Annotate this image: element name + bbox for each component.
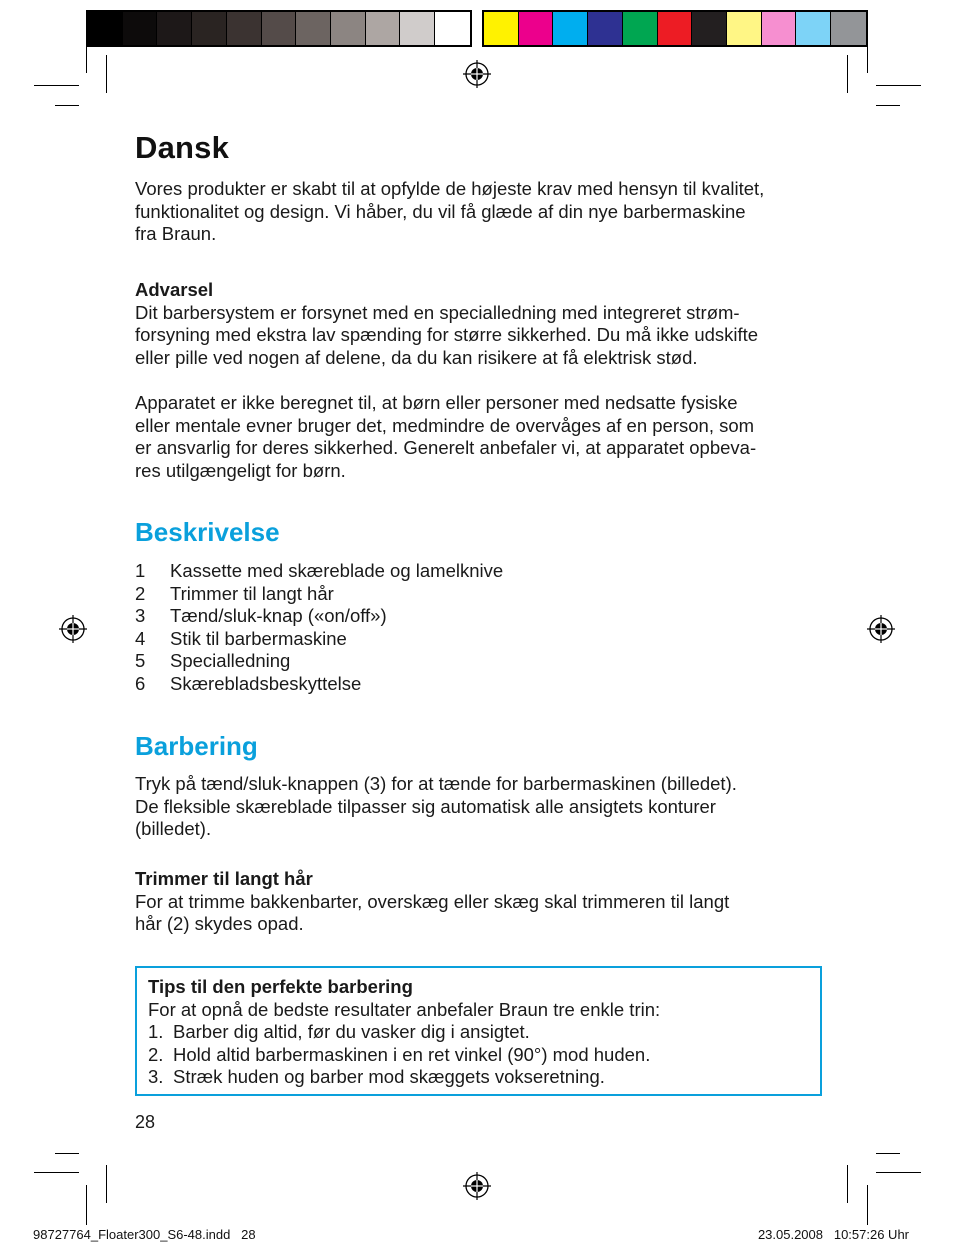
description-list xyxy=(135,560,825,695)
shaving-heading: Barbering xyxy=(135,731,258,761)
crop-mark xyxy=(876,1172,921,1173)
list-item-number: 3 xyxy=(135,605,146,626)
crop-mark xyxy=(34,85,79,86)
registration-mark-icon xyxy=(866,614,896,644)
color-swatch xyxy=(658,12,693,45)
tips-step xyxy=(148,1066,810,1089)
crop-mark xyxy=(55,1153,79,1154)
list-item xyxy=(135,628,825,651)
color-swatch xyxy=(692,12,727,45)
tips-intro: For at opnå de bedste resultater anbefaler Braun tre enkle trin: xyxy=(148,998,661,1020)
crop-mark xyxy=(106,1165,107,1203)
crop-mark xyxy=(86,1185,87,1225)
registration-mark-icon xyxy=(462,59,492,89)
text-line: (billedet). xyxy=(135,818,212,839)
list-item-number: 2 xyxy=(135,582,146,604)
color-swatch xyxy=(192,12,227,45)
crop-mark xyxy=(106,55,107,93)
crop-mark xyxy=(867,33,868,73)
tips-step xyxy=(148,1044,810,1067)
color-swatch xyxy=(727,12,762,45)
text-line: fra Braun. xyxy=(135,223,217,244)
list-item xyxy=(135,605,825,628)
list-item-number: 1 xyxy=(135,560,146,581)
list-item-text: Trimmer til langt hår xyxy=(170,582,334,604)
list-item-text: Kassette med skæreblade og lamelknive xyxy=(170,560,504,581)
list-item-number: 4 xyxy=(135,627,146,649)
list-item-number: 5 xyxy=(135,650,146,671)
crop-mark xyxy=(876,85,921,86)
list-item xyxy=(135,583,825,606)
page-title: Dansk xyxy=(135,130,230,165)
warning-paragraph-2 xyxy=(135,392,825,482)
step-text: Barber dig altid, før du vasker dig i ansigtet. xyxy=(173,1021,530,1042)
color-swatch xyxy=(227,12,262,45)
step-text: Stræk huden og barber mod skæggets vokseretning. xyxy=(173,1066,605,1087)
color-swatch xyxy=(553,12,588,45)
list-item-text: Specialledning xyxy=(170,650,291,671)
color-swatch xyxy=(88,12,123,45)
list-item-text: Tænd/sluk-knap («on/off») xyxy=(170,605,387,626)
trimmer-heading: Trimmer til langt hår xyxy=(135,868,313,889)
text-line: Dit barbersystem er forsynet med en specialledning med integreret strøm- xyxy=(135,301,740,323)
color-swatch xyxy=(157,12,192,45)
registration-mark-icon xyxy=(58,614,88,644)
color-swatch xyxy=(331,12,366,45)
list-item-text: Stik til barbermaskine xyxy=(170,627,347,649)
crop-mark xyxy=(55,105,79,106)
color-calibration-bar xyxy=(482,10,868,47)
crop-mark xyxy=(876,1153,900,1154)
gray-calibration-bar xyxy=(86,10,472,47)
description-section xyxy=(135,517,825,548)
color-swatch xyxy=(262,12,297,45)
color-swatch xyxy=(484,12,519,45)
color-swatch xyxy=(123,12,158,45)
tips-step xyxy=(148,1021,810,1044)
page-number: 28 xyxy=(135,1112,156,1132)
trimmer-section xyxy=(135,868,825,936)
shaving-paragraph xyxy=(135,773,825,841)
color-swatch xyxy=(831,12,866,45)
intro-paragraph xyxy=(135,178,825,246)
color-swatch xyxy=(796,12,831,45)
color-swatch xyxy=(400,12,435,45)
text-line: hår (2) skydes opad. xyxy=(135,913,304,934)
text-line: For at trimme bakkenbarter, overskæg eller skæg skal trimmeren til langt xyxy=(135,890,730,912)
tips-box xyxy=(135,966,822,1096)
color-swatch xyxy=(296,12,331,45)
text-line: Vores produkter er skabt til at opfylde de højeste krav med hensyn til kvalitet, xyxy=(135,178,765,199)
list-item xyxy=(135,673,825,696)
registration-mark-icon xyxy=(462,1171,492,1201)
color-swatch xyxy=(366,12,401,45)
text-line: eller mentale evner bruger det, medmindre de overvåges af en person, som xyxy=(135,414,755,436)
warning-section xyxy=(135,279,825,369)
text-line: res utilgængeligt for børn. xyxy=(135,459,346,481)
color-swatch xyxy=(435,12,470,45)
color-swatch xyxy=(588,12,623,45)
text-line: er ansvarlig for deres sikkerhed. Generelt anbefaler vi, at apparatet opbeva- xyxy=(135,437,757,458)
footer-file-info: 98727764_Floater300_S6-48.indd 28 xyxy=(33,1227,256,1242)
crop-mark xyxy=(34,1172,79,1173)
color-swatch xyxy=(623,12,658,45)
description-heading: Beskrivelse xyxy=(135,517,280,547)
text-line: Tryk på tænd/sluk-knappen (3) for at tænde for barbermaskinen (billedet). xyxy=(135,773,737,794)
crop-mark xyxy=(867,1185,868,1225)
list-item xyxy=(135,650,825,673)
color-swatch xyxy=(762,12,797,45)
crop-mark xyxy=(876,105,900,106)
list-item xyxy=(135,560,825,583)
warning-heading: Advarsel xyxy=(135,279,214,300)
list-item-text: Skærebladsbeskyttelse xyxy=(170,672,362,694)
text-line: funktionalitet og design. Vi håber, du vil få glæde af din nye barbermaskine xyxy=(135,200,746,222)
step-number: 1. xyxy=(148,1021,164,1042)
list-item-number: 6 xyxy=(135,672,146,694)
shaving-section xyxy=(135,731,825,762)
step-text: Hold altid barbermaskinen i en ret vinkel (90°) mod huden. xyxy=(173,1043,651,1065)
text-line: Apparatet er ikke beregnet til, at børn eller personer med nedsatte fysiske xyxy=(135,392,738,413)
text-line: eller pille ved nogen af delene, da du kan risikere at få elektrisk stød. xyxy=(135,346,698,368)
footer-timestamp: 23.05.2008 10:57:26 Uhr xyxy=(757,1227,909,1242)
color-swatch xyxy=(519,12,554,45)
step-number: 3. xyxy=(148,1066,164,1087)
crop-mark xyxy=(86,33,87,73)
text-line: forsyning med ekstra lav spænding for større sikkerhed. Du må ikke udskifte xyxy=(135,324,759,345)
text-line: De fleksible skæreblade tilpasser sig automatisk alle ansigtets konturer xyxy=(135,795,716,817)
step-number: 2. xyxy=(148,1043,164,1065)
crop-mark xyxy=(847,55,848,93)
tips-heading: Tips til den perfekte barbering xyxy=(148,976,413,997)
crop-mark xyxy=(847,1165,848,1203)
